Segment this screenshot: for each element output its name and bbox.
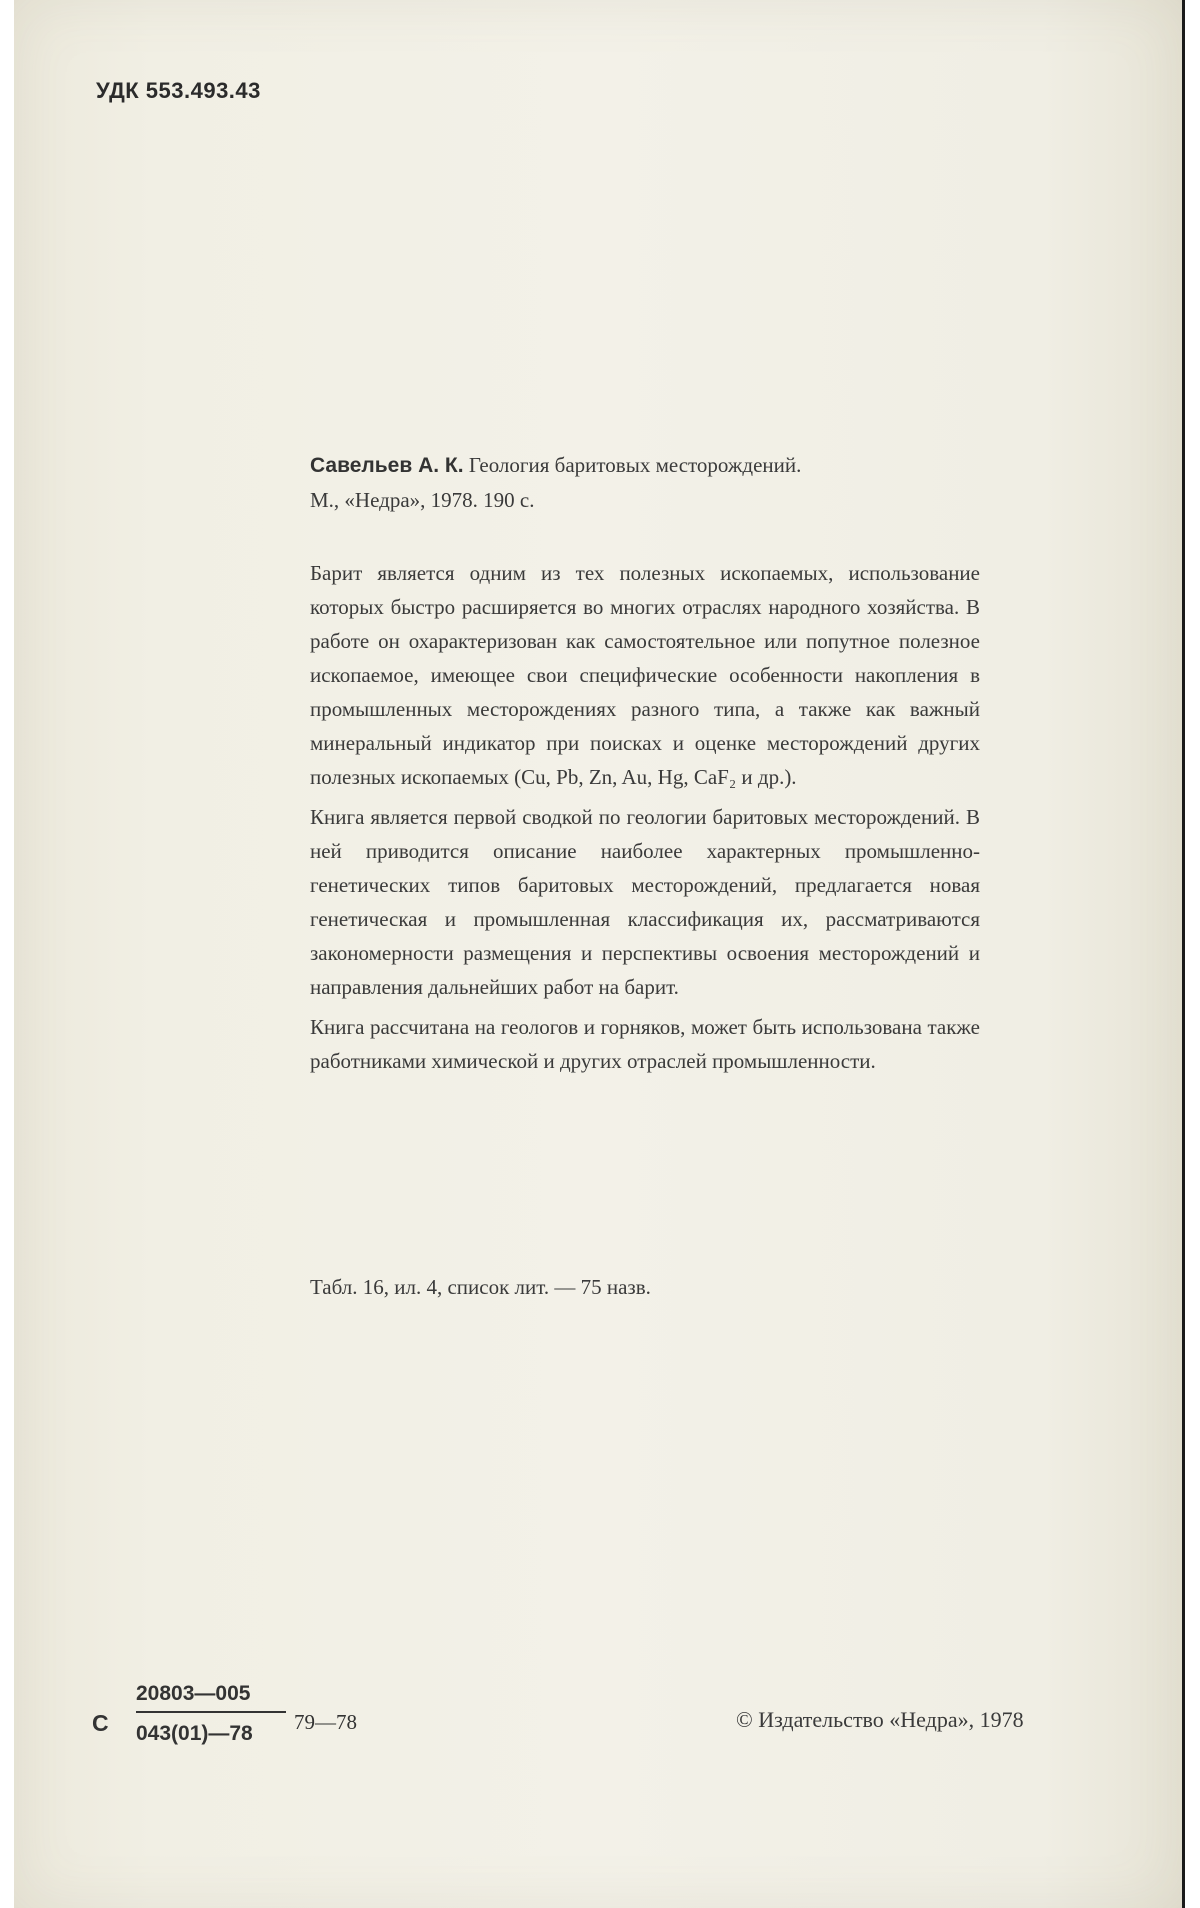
- abstract-paragraph-2: Книга является первой сводкой по геологии баритовых месторождений. В ней приводится описание наиболее характерных промышленно-генетических типов баритовых месторождений, предлагается новая генетическая и промышленная классификация их, рассматриваются закономерности размещения и перспективы освоения месторождений и направления дальнейших работ на барит.: [310, 805, 980, 999]
- copyright-notice: © Издательство «Недра», 1978: [736, 1707, 1024, 1732]
- publisher-code: [92, 1682, 392, 1762]
- fraction-line: [136, 1711, 286, 1713]
- publisher-code-suffix: 79—78: [294, 1710, 357, 1734]
- bleed-through-title: [654, 60, 670, 107]
- scan-edge-line: [1182, 0, 1185, 1908]
- abstract-paragraph-3: Книга рассчитана на геологов и горняков, может быть использована также работниками химической и других отраслей промышленности.: [310, 1015, 980, 1073]
- citation-imprint: М., «Недра», 1978. 190 с.: [310, 488, 535, 512]
- udk-code: УДК 553.493.43: [96, 78, 261, 103]
- citation-title: Геология баритовых месторождений.: [468, 453, 802, 477]
- abstract-paragraph-1: Барит является одним из тех полезных ископаемых, использование которых быстро расширяется во многих отраслях народного хозяйства. В работе он охарактеризован как самостоятельное или попутное полезное ископаемое, имеющее свои специфические особенности накопления в промышленных месторождениях разного типа, а также как важный минеральный индикатор при поисках и оценке месторождений других полезных ископаемых (Cu, Pb, Zn, Au, Hg, CaF₂ и др.).: [310, 561, 980, 789]
- publisher-code-numerator: 20803—005: [136, 1682, 251, 1705]
- publisher-code-letter: С: [92, 1710, 109, 1736]
- book-page: [14, 0, 1182, 1908]
- bibliographic-citation: [310, 448, 980, 517]
- abstract: [310, 556, 980, 1078]
- publisher-code-denominator: 043(01)—78: [136, 1722, 253, 1745]
- book-stats: Табл. 16, ил. 4, список лит. — 75 назв.: [310, 1275, 651, 1299]
- citation-author: Савельев А. К.: [310, 454, 464, 477]
